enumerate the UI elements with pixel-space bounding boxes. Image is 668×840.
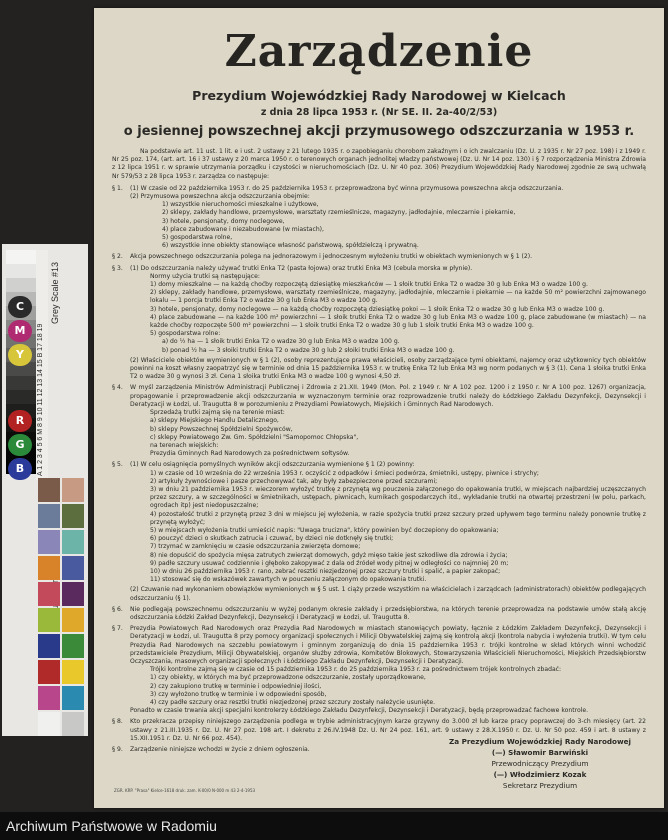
list-item: 4) czy padłe szczury oraz resztki trutki niezjedzonej przez szczury zostały należycie usunięte. (150, 699, 436, 706)
patch-y: Y (8, 344, 32, 366)
list-item: b) sklepy Powszechnej Spółdzielni Spożywców, (150, 425, 293, 433)
list-item: 4) place zabudowane i niezabudowane (w miastach), (162, 225, 324, 233)
section-text: Zarządzenie niniejsze wchodzi w życie z dniem ogłoszenia. (130, 746, 310, 754)
issuer-line: Prezydium Wojewódzkiej Rady Narodowej w Kielcach (192, 88, 566, 103)
section-number: § 7. (112, 625, 123, 633)
section-number: § 1. (112, 184, 123, 192)
patch-r: R (8, 410, 32, 432)
list-item: 3) czy wyłożono trutkę w terminie i w odpowiedni sposób, (150, 690, 327, 698)
list-item: a) do ½ ha — 1 słoik trutki Enka T2 o wadze 30 g lub Enka M3 o wadze 100 g. (162, 338, 400, 346)
section-number: § 9. (112, 746, 123, 754)
list-item: 6) wszystkie inne obiekty stanowiące własność państwową, spółdzielczą i prywatną. (162, 242, 419, 250)
list-item: 5) gospodarstwa rolne: (150, 330, 221, 338)
scale-letters: A 1 2 3 4 5 6 M 8 9 10 11 12 13 14 15 B 17 18 19 (37, 323, 44, 476)
section-5 (112, 461, 646, 602)
list-item: 4) place zabudowane — na każde 100 m² powierzchni — 1 słoik trutki Enka T2 o wadze 30 g lub Enka M3 o wadze 100 g, place zabudowane (w miastach) — na każde choćby rozpoczęte 500 m² powierzchni — 1 słoik trutki Enka T2 o wadze 30 g lub 1 słoik trutki Enka M3 o wadze 100 g. (150, 313, 646, 330)
section-number: § 5. (112, 461, 123, 469)
list-item: b) ponad ½ ha — 3 słoiki trutki Enka T2 o wadze 30 g lub 2 słoiki trutki Enka M3 o wadze 100 g. (162, 346, 455, 354)
section-number: § 6. (112, 605, 123, 613)
list-item: 9) padłe szczury usuwać codziennie i głęboko zakopywać z dala od źródeł wody pitnej w odległości co najmniej 20 m; (150, 559, 509, 567)
section-text: (1) W celu osiągnięcia pomyślnych wyników akcji odszczurzania wymienione § 1 (2) powinny: (130, 461, 415, 469)
signature-name: (—) Sławomir Barwiński (491, 748, 589, 757)
list-item: 2) sklepy, zakłady handlowe, przemysłowe, warsztaty rzemieślnicze, magazyny, jadłodajnie, mleczarnie i piekarnie, (162, 209, 516, 217)
section-6 (112, 606, 646, 622)
section-text: Akcja powszechnego odszczurzania polega na jednorazowym i jednoczesnym wyłożeniu trutki w obiektach wymienionych w § 1 (2). (130, 253, 533, 261)
section-4 (112, 384, 646, 458)
signature-name: (—) Włodzimierz Kozak (493, 770, 587, 779)
signature-role: Sekretarz Prezydium (502, 781, 578, 790)
printer-note: ZGR. KRP. "Prasa" Kielce-1618 druk. zam. K-00/0 N-000 m 43 2-4-1953 (114, 788, 256, 793)
section-text: (2) Czuwanie nad wykonaniem obowiązków wymienionych w § 5 ust. 1 ciąży przede wszystkim na właścicielach i zarządcach (administratorach) obiektów podlegających odszczurzaniu (§ 1). (130, 586, 646, 602)
section-text: Sprzedażą trutki zajmą się na terenie miast: (150, 409, 285, 417)
list-item: 11) stosować się do wskazówek zawartych w pouczeniu załączonym do opakowania trutki. (150, 576, 427, 584)
list-item: 1) w czasie od 10 września do 22 września 1953 r. oczyścić z odpadków i śmieci podwórza, śmietniki, ustępy, piwnice i strychy; (150, 469, 539, 477)
section-7 (112, 625, 646, 715)
list-item: na terenach wiejskich: (150, 441, 219, 449)
patch-c: C (8, 296, 32, 318)
intro-paragraph: Na podstawie art. 11 ust. 1 lit. e i ust. 2 ustawy z 21 lutego 1935 r. o zapobieganiu chorobom zakaźnym i o ich zwalczaniu (Dz. U. z 1935 r. Nr 27 poz. 198) i z 1949 r. Nr 25 poz. 174, (art. art. 16 i 37 ustawy z 20 marca 1950 r. o terenowych organach jednolitej władzy państwowej (Dz. U. Nr 14 poz. 130) i § 7 rozporządzenia Ministra Zdrowia z 12 lipca 1951 r. w sprawie utrzymania porządku i czystości w nieruchomościach (Dz. U. Nr 40 poz. 306) Prezydium Wojewódzkiej Rady Narodowej zgodnie ze swą uchwałą Nr 579/53 z 28 lipca 1953 r. zarządza co następuje: (112, 148, 646, 180)
list-item: 5) gospodarstwa rolne, (162, 234, 233, 242)
subject-line: o jesiennej powszechnej akcji przymusowego odszczurzania w 1953 r. (123, 124, 635, 139)
scale-letters-column (36, 250, 48, 480)
section-number: § 8. (112, 718, 123, 726)
section-text: Trójki kontrolne zajmą się w czasie od 15 października 1953 r. do 25 października 1953 r. za pośrednictwem trójek kontrolnych zbadać: (150, 666, 562, 674)
section-3 (112, 265, 646, 382)
list-item: 6) pouczyć dzieci o skutkach zatrucia i czuwać, by dzieci nie dotknęły się trutki; (150, 535, 394, 543)
section-text: Ponadto w czasie trwania akcji specjalni kontrolerzy Łódzkiego Zakładu Dezynfekcji, Dezynsekcji i Deratyzacji, będą przeprowadzać fachowe kontrole. (130, 707, 589, 715)
list-item: 1) domy mieszkalne — na każdą choćby rozpoczętą dziesiątkę mieszkańców — 1 słoik trutki Enka T2 o wadze 30 g lub Enka M3 o wadze 100 g. (150, 281, 588, 289)
list-item: 4) pozostałość trutki z przynętą przez 3 dni w miejscu jej wyłożenia, w razie spożycia trutki przez szczury przed upływem tego terminu należy ponownie trutkę z przynętą wyłożyć; (150, 510, 646, 526)
patch-m: M (8, 320, 32, 342)
list-item: 2) czy zakupiono trutkę w terminie i odpowiedniej ilości, (150, 682, 322, 690)
section-number: § 3. (112, 264, 123, 272)
list-item: 3) hotele, pensjonaty, domy noclegowe — na każdą choćby rozpoczętą dziesiątkę pokoi — 1 słoik Enka T2 o wadze 30 g lub Enka M3 o wadze 100 g. (150, 305, 605, 313)
section-number: § 4. (112, 384, 123, 392)
list-item: 7) trzymać w zamknięciu w czasie odszczurzania zwierzęta domowe; (150, 543, 361, 551)
list-item: Prezydia Gminnych Rad Narodowych za pośrednictwem sołtysów. (150, 450, 350, 458)
list-item: 1) czy obiekty, w których ma być przeprowadzone odszczurzanie, zostały uporządkowane, (150, 674, 426, 682)
list-item: 10) w dniu 26 października 1953 r. rano, zebrać resztki niezjedzonej przez szczury trutki i spalić, a papier zakopać; (150, 567, 501, 575)
section-2 (112, 253, 646, 261)
list-item: 3) hotele, pensjonaty, domy noclegowe, (162, 217, 285, 225)
section-text: (2) Przymusowa powszechna akcja odszczurzania obejmie: (130, 193, 310, 201)
list-item: 2) artykuły żywnościowe i pasze przechowywać tak, aby były zabezpieczone przed szczurami; (150, 477, 438, 485)
signature-role: Przewodniczący Prezydium (491, 759, 589, 768)
list-item: a) sklepy Miejskiego Handlu Detalicznego, (150, 417, 279, 425)
section-text: Kto przekracza przepisy niniejszego zarządzenia podlega w trybie administracyjnym karze grzywny do 3.000 zł lub karze pracy poprawczej do 3-ch miesięcy (art. 22 ustawy z 21.III.1935 r. Dz. U. Nr 27 poz. 198 art. I dekretu z 26.IV.1948 Dz. U. Nr 24 poz. 161, art. 9 ustawy z 28.X.1950 r. Dz. U. Nr 50 poz. 459 i art. 8 ustawy z 15.XII.1951 r. Dz. U. Nr 66 poz. 454). (130, 718, 646, 742)
list-item: 3) w dniu 21 października 1953 r. wieczorem wyłożyć trutkę z przynętą wg pouczenia załączonego do opakowania trutki, w miejscach najbardziej uczęszczanych przez szczury, a w szczególności w śmietnikach, ustępach, piwnicach, kurnikach gospodarczych itd., wykładanie trutki na otwartej przestrzeni (w polu, parkach, ogrodach itp) jest niedopuszczalne; (150, 485, 646, 510)
signature-block (424, 736, 656, 791)
archive-footer: Archiwum Państwowe w Radomiu (0, 812, 668, 840)
list-item: 8) nie dopuścić do spożycia mięsa zatrutych zwierząt domowych, gdyż mięso takie jest szkodliwe dla zdrowia i życia; (150, 551, 508, 559)
section-text: (2) Właściciele obiektów wymienionych w § 1 (2), osoby reprezentujące prawa właścicieli, osoby zarządzające tymi obiektami, najemcy oraz użytkownicy tych obiektów powinni na koszt własny zaopatrzyć się w terminie od dnia 15 października 1953 r. w trutkę Enka T2 lub Enka M3 wg norm podanych w § 3 (1). Cena 1 słoika trutki Enka T2 o wadze 30 g wynosi 3 zł. Cena 1 słoika trutki Enka M3 o wadze 100 g wynosi 4,50 zł. (130, 356, 646, 381)
signature-header: Za Prezydium Wojewódzkiej Rady Narodowej (449, 737, 631, 746)
section-text: Normy użycia trutki są następujące: (150, 272, 260, 280)
section-1 (112, 185, 646, 251)
section-text: (1) W czasie od 22 października 1953 r. do 25 października 1953 r. przeprowadzona być winna przymusowa powszechna akcja odszczurzania. (130, 184, 564, 192)
section-number: § 2. (112, 253, 123, 261)
section-text: Prezydia Powiatowych Rad Narodowych oraz Prezydia Rad Narodowych w miastach stanowiących powiaty, łącznie z Łódzkim Zakładem Dezynfekcji, Dezynsekcji i Deratyzacji w Łodzi, ul. Traugutta 8 przy pomocy organizacji społecznych i Milicji Obywatelskiej zajmą się kontrolą akcji (kontrola nabycia i wyłożenia trutki). W tym celu Prezydia Rad Narodowych na szczeblu powiatowym i gminnym zorganizują do dnia 15 października 1953 r. trójki kontrolne w skład których winni wchodzić przedstawiciele Prezydium, Milicji Obywatelskiej, organów służby zdrowia, Komitetów Blokowych, Stowarzyszenia Właścicieli Nieruchomości, Miejskich Przedsiębiorstw Oczyszczania, masowych organizacji społecznych i Łódzkiego Zakładu Dezynfekcji, Dezynsekcji i Deratyzacji. (130, 625, 646, 665)
section-text: Nie podlegają powszechnemu odszczurzaniu w wyżej podanym okresie zakłady i przedsiębiorstwa, na których terenie przeprowadza na podstawie umów stałą akcję odszczurzania Łódzki Zakład Dezynfekcji, Dezynsekcji i Deratyzacji w Łodzi, ul. Traugutta 8. (130, 605, 646, 621)
patch-b: B (8, 458, 32, 480)
document-body (112, 148, 646, 754)
section-text: (1) Do odszczurzania należy używać trutki Enka T2 (pasta łojowa) oraz trutki Enka M3 (cebula morska w płynie). (130, 264, 473, 272)
list-item: c) sklepy Powiatowego Zw. Gm. Spółdzielni "Samopomoc Chłopska", (150, 433, 359, 441)
document-title: Zarządzenie (224, 26, 534, 77)
grey-scale-label: Grey Scale #13 (50, 262, 60, 325)
date-reference: z dnia 28 lipca 1953 r. (Nr SE. II. 2a-40/2/53) (260, 107, 498, 118)
list-item: 5) w miejscach wyłożenia trutki umieścić napis: "Uwaga trucizna", który powinien być doczepiony do opakowania; (150, 526, 499, 534)
patch-g: G (8, 434, 32, 456)
section-text: W myśl zarządzenia Ministrów Administracji Publicznej i Zdrowia z 21.XII. 1949 (Mon. Pol. z 1949 r. Nr A 102 poz. 1200 i z 1950 r. Nr A 100 poz. 1267) organizacja, propagowanie i przeprowadzenie akcji odszczurzania w wyznaczonym terminie oraz rozprowadzenie trutki należy do Łódzkiego Zakładu Dezynfekcji, Dezynsekcji i Deratyzacji w Łodzi, ul. Traugutta 8 w porozumieniu z Prezydiami Powiatowych, Miejskich i Gminnych Rad Narodowych. (130, 384, 646, 408)
list-item: 2) sklepy, zakłady handlowe, przemysłowe, warsztaty rzemieślnicze, magazyny, jadłodajnie, mleczarnie i piekarnie — na każde 50 m² powierzchni zajmowanego lokalu — 1 porcja trutki Enka T2 o wadze 30 g lub Enka M3 o wadze 100 g. (150, 289, 646, 305)
list-item: 1) wszystkie nieruchomości mieszkalne i użytkowe, (162, 201, 319, 209)
document-paper (94, 8, 664, 808)
